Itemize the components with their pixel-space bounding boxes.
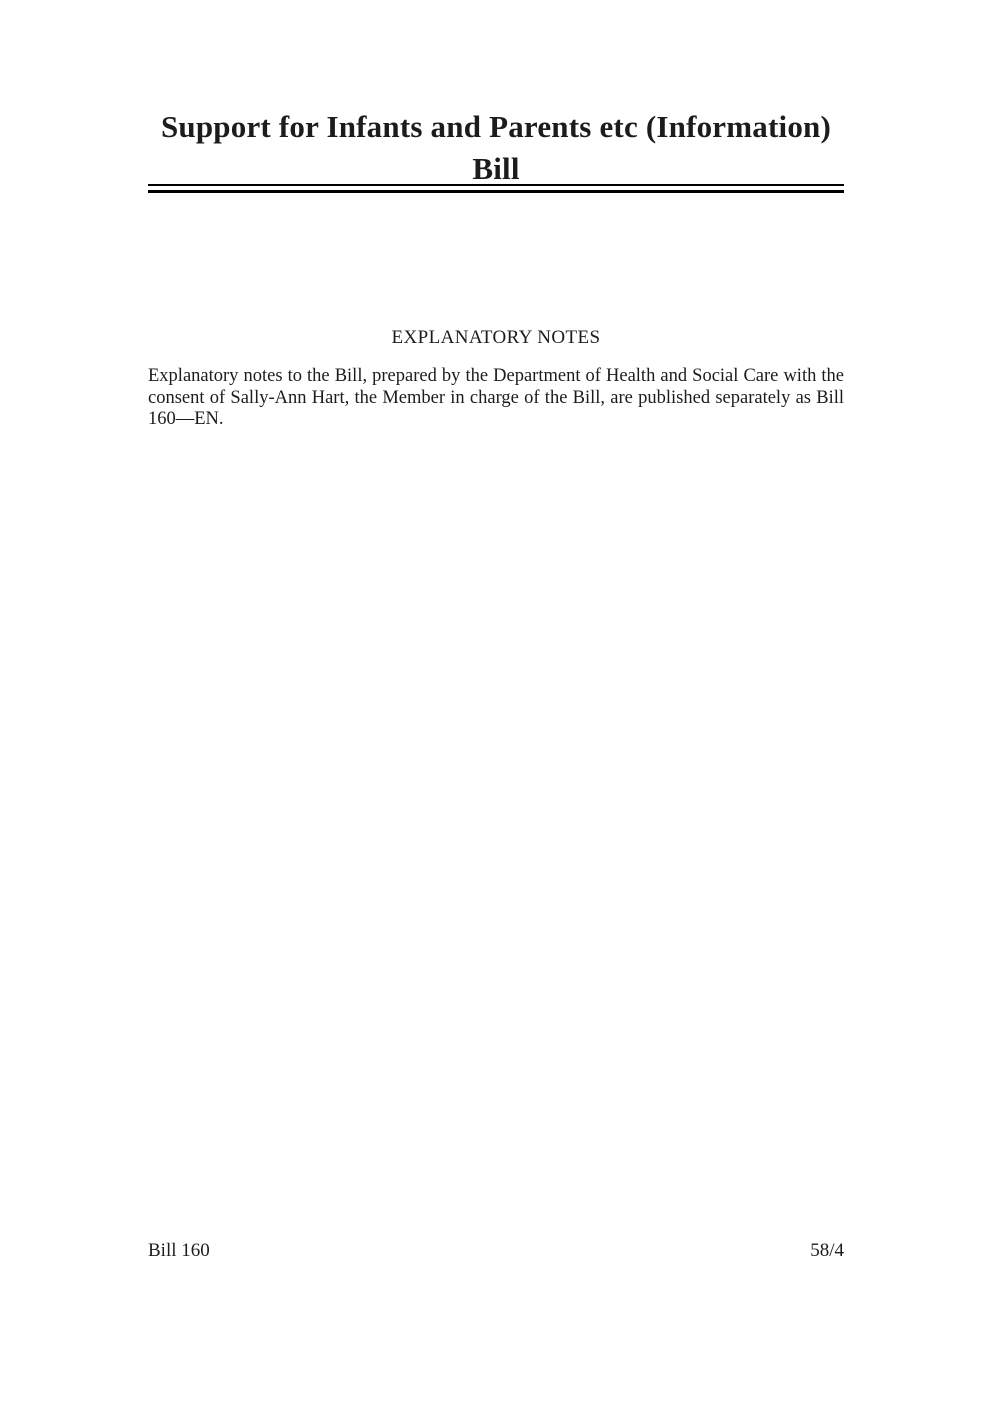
footer-session-number: 58/4 bbox=[810, 1240, 844, 1261]
page-footer bbox=[148, 1240, 844, 1262]
explanatory-notes-heading: EXPLANATORY NOTES bbox=[391, 327, 601, 348]
title-double-rule bbox=[148, 184, 844, 193]
bill-title: Support for Infants and Parents etc (Information) Bill bbox=[160, 109, 831, 186]
explanatory-notes-paragraph: Explanatory notes to the Bill, prepared by the Department of Health and Social Care with the consent of Sally-Ann Hart, the Member in charge of the Bill, are published separately as Bill 160—EN. bbox=[148, 366, 844, 429]
footer-bill-number: Bill 160 bbox=[148, 1240, 210, 1261]
